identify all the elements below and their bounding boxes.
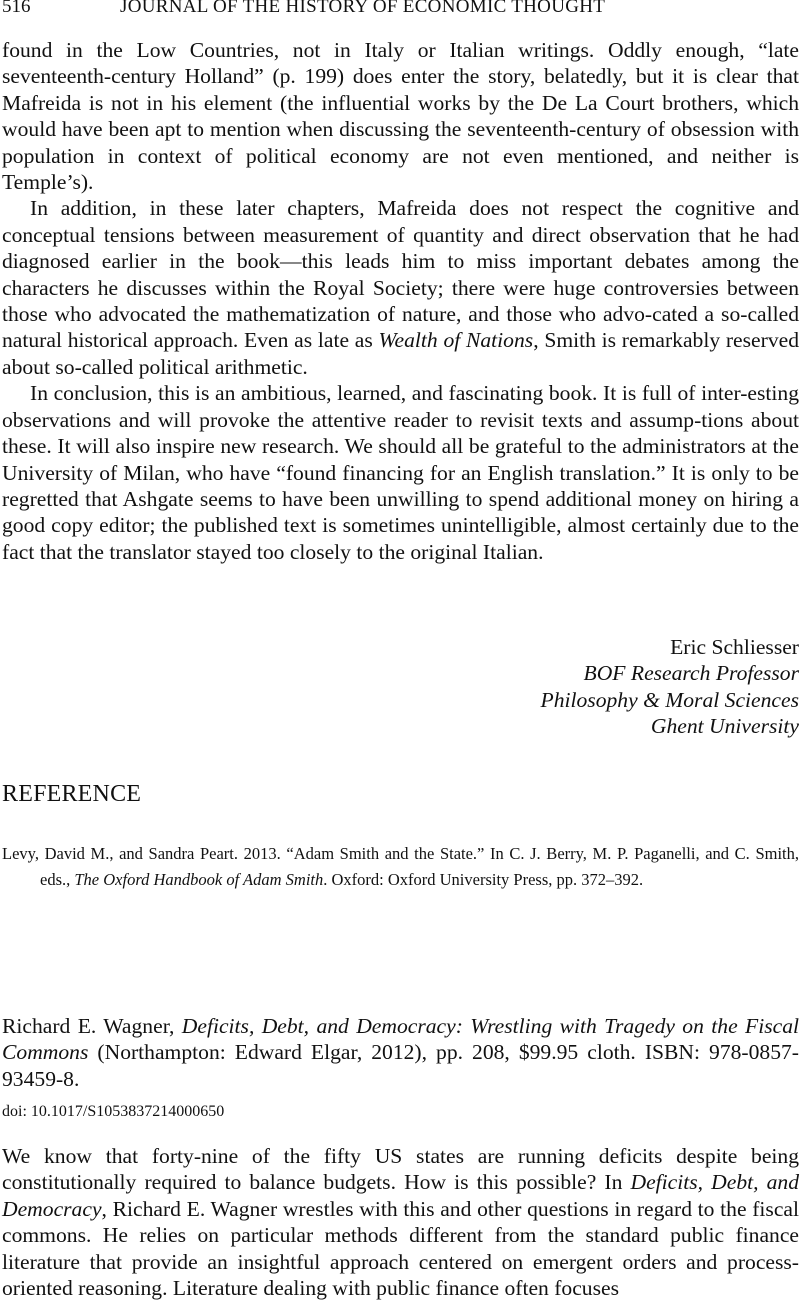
page-number: 516 [2, 0, 31, 17]
reviewer-institution: Ghent University [650, 714, 799, 739]
reviewer-title: BOF Research Professor [583, 661, 799, 686]
review-body [2, 37, 799, 565]
reviewer-signature [541, 634, 799, 740]
next-review-body [2, 1143, 799, 1301]
reference-heading: REFERENCE [2, 781, 142, 807]
book-citation: Richard E. Wagner, Deficits, Debt, and Democracy: Wrestling with Tragedy on the Fiscal Commons (Northampton: Edward Elgar, 2012), pp. 208, $99.95 cloth. ISBN: 978-0857-93459-8. [2, 1014, 799, 1091]
doi-link[interactable]: doi: 10.1017/S1053837214000650 [2, 1103, 225, 1120]
paragraph: We know that forty-nine of the fifty US states are running deficits despite being constitutionally required to balance budgets. How is this possible? In Deficits, Debt, and Democracy, Richard E. Wagner wrestles with this and other questions in regard to the fiscal commons. He relies on particular methods different from the standard public finance literature that provide an insightful approach centered on emergent orders and process-oriented reasoning. Literature dealing with public finance often focuses [2, 1144, 800, 1301]
paragraph: In addition, in these later chapters, Mafreida does not respect the cognitive and conceptual tensions between measurement of quantity and direct observation that he had diagnosed earlier in the book—this leads him to miss important debates among the characters he discusses within the Royal Society; there were huge controversies between those who advocated the mathematization of nature, and those who advo-cated a so-called natural historical approach. Even as late as Wealth of Nations, Smith is remarkably reserved about so-called political arithmetic. [2, 196, 799, 379]
journal-title: JOURNAL OF THE HISTORY OF ECONOMIC THOUGHT [120, 0, 606, 17]
reference-item: Levy, David M., and Sandra Peart. 2013. “Adam Smith and the State.” In C. J. Berry, M. P. Paganelli, and C. Smith, eds., The Oxford Handbook of Adam Smith. Oxford: Oxford University Press, pp. 372–392. [2, 844, 799, 889]
paragraph: found in the Low Countries, not in Italy or Italian writings. Oddly enough, “late seventeenth-century Holland” (p. 199) does enter the story, belatedly, but it is clear that Mafreida is not in his element (the influential works by the De La Court brothers, which would have been apt to mention when discussing the seventeenth-century of obsession with population in context of political economy are not even mentioned, and neither is Temple’s). [2, 38, 799, 195]
reviewer-department: Philosophy & Moral Sciences [540, 687, 799, 712]
reviewer-name: Eric Schliesser [670, 635, 799, 659]
paragraph: In conclusion, this is an ambitious, learned, and fascinating book. It is full of inter-esting observations and will provoke the attentive reader to revisit texts and assump-tions about these. It will also inspire new research. We should all be grateful to the administrators at the University of Milan, who have “found financing for an English translation.” It is only to be regretted that Ashgate seems to have been unwilling to spend additional money on hiring a good copy editor; the published text is sometimes unintelligible, almost certainly due to the fact that the translator stayed too closely to the original Italian. [2, 381, 799, 564]
running-head [0, 0, 800, 20]
